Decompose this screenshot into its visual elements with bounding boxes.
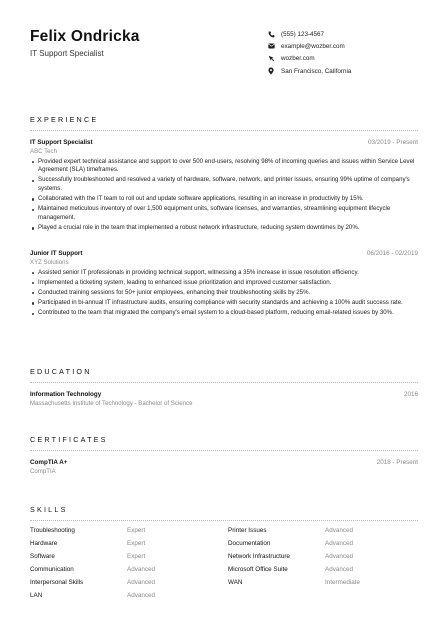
education-entry <box>30 391 418 407</box>
skill-level: Advanced <box>127 592 156 599</box>
certificates-heading: CERTIFICATES <box>30 435 108 444</box>
skill-name: Documentation <box>228 540 271 547</box>
job-bullets <box>30 269 418 318</box>
skill-name: Printer Issues <box>228 527 267 534</box>
skill-name: Network Infrastructure <box>228 553 290 560</box>
skill-level: Expert <box>127 553 146 560</box>
certificate-name: CompTIA A+ <box>30 459 68 466</box>
bullet-item: Contributed to the team that migrated the company's email system to a cloud-based platform, reducing email-related issues by 30%. <box>30 309 418 318</box>
bullet-item: Provided expert technical assistance and support to over 500 end-users, resolving 98% of incoming queries and issues within Service Level Agreement (SLA) timeframes. <box>30 158 418 175</box>
job-title: IT Support Specialist <box>30 139 93 146</box>
skill-level: Advanced <box>325 527 354 534</box>
skill-name: Interpersonal Skills <box>30 579 84 586</box>
graduation-year: 2016 <box>403 391 418 398</box>
education-section-header <box>30 367 418 383</box>
skill-level: Advanced <box>325 540 354 547</box>
job-bullets <box>30 158 418 233</box>
bullet-item: Maintained meticulous inventory of over 1,500 equipment units, software licenses, and warranties, streamlining equipment lifecycle management. <box>30 205 418 222</box>
skills-section-header <box>30 505 418 521</box>
skill-level: Advanced <box>127 579 156 586</box>
skill-level: Intermediate <box>325 579 361 586</box>
skill-name: WAN <box>228 579 243 586</box>
company-name: XYZ Solutions <box>30 258 69 266</box>
bullet-item: Successfully troubleshooted and resolved a variety of hardware, software, network, and printer issues, ensuring 99% uptime of company's systems. <box>30 176 418 193</box>
resume-header <box>30 28 420 88</box>
company-name: ABC Tech <box>30 147 57 155</box>
email-icon <box>268 42 279 51</box>
candidate-title: IT Support Specialist <box>30 49 104 58</box>
certificates-section-header <box>30 435 418 451</box>
skills-heading: SKILLS <box>30 505 68 514</box>
location-text: San Francisco, California <box>281 67 352 75</box>
skill-level: Advanced <box>325 553 354 560</box>
phone-icon <box>268 30 279 39</box>
skill-level: Advanced <box>325 566 354 573</box>
experience-section-header <box>30 115 418 131</box>
contact-info <box>268 28 351 77</box>
bullet-item: Played a crucial role in the team that implemented a robust network infrastructure, reducing system downtimes by 20%. <box>30 224 418 233</box>
skill-name: Hardware <box>30 540 58 547</box>
phone-text[interactable]: (555) 123-4567 <box>281 30 325 38</box>
skill-name: Microsoft Office Suite <box>228 566 288 573</box>
section-divider <box>30 130 418 131</box>
certificate-dates: 2018 - Present <box>376 459 418 466</box>
contact-phone <box>268 28 351 40</box>
certificate-entry <box>30 459 418 475</box>
skill-name: Troubleshooting <box>30 527 75 534</box>
contact-website <box>268 53 351 65</box>
school-name: Massachusetts Institute of Technology - Bachelor of Science <box>30 399 193 407</box>
section-divider <box>30 520 418 521</box>
section-divider <box>30 382 418 383</box>
job-dates: 06/2016 - 02/2019 <box>366 250 418 257</box>
bullet-item: Participated in bi-annual IT infrastructure audits, ensuring compliance with security standards and achieving a 100% audit success rate. <box>30 299 418 308</box>
bullet-item: Implemented a ticketing system, leading to enhanced issue prioritization and improved customer satisfaction. <box>30 279 418 288</box>
certificate-issuer: CompTIA <box>30 467 56 475</box>
section-divider <box>30 450 418 451</box>
experience-entry <box>30 250 418 319</box>
contact-location <box>268 65 351 77</box>
bullet-item: Collaborated with the IT team to roll out and update software applications, resulting in an increase in productivity by 15%. <box>30 195 418 204</box>
degree-field: Information Technology <box>30 391 102 398</box>
candidate-name: Felix Ondricka <box>30 28 140 45</box>
experience-entry <box>30 139 418 234</box>
education-heading: EDUCATION <box>30 367 92 376</box>
email-text[interactable]: example@wozber.com <box>281 42 345 50</box>
location-icon <box>268 67 279 76</box>
bullet-item: Conducted training sessions for 50+ junior employees, enhancing their troubleshooting skills by 25%. <box>30 289 418 298</box>
skill-level: Expert <box>127 527 146 534</box>
experience-heading: EXPERIENCE <box>30 115 99 124</box>
job-dates: 03/2019 - Present <box>367 139 418 146</box>
job-title: Junior IT Support <box>30 250 83 257</box>
bullet-item: Assisted senior IT professionals in providing technical support, witnessing a 35% increase in issue resolution efficiency. <box>30 269 418 278</box>
website-text[interactable]: wozber.com <box>281 55 315 63</box>
link-icon <box>268 54 279 63</box>
skill-name: Software <box>30 553 55 560</box>
contact-email <box>268 40 351 52</box>
skill-level: Advanced <box>127 566 156 573</box>
skill-name: LAN <box>30 592 43 599</box>
skill-name: Communication <box>30 566 74 573</box>
skill-level: Expert <box>127 540 146 547</box>
